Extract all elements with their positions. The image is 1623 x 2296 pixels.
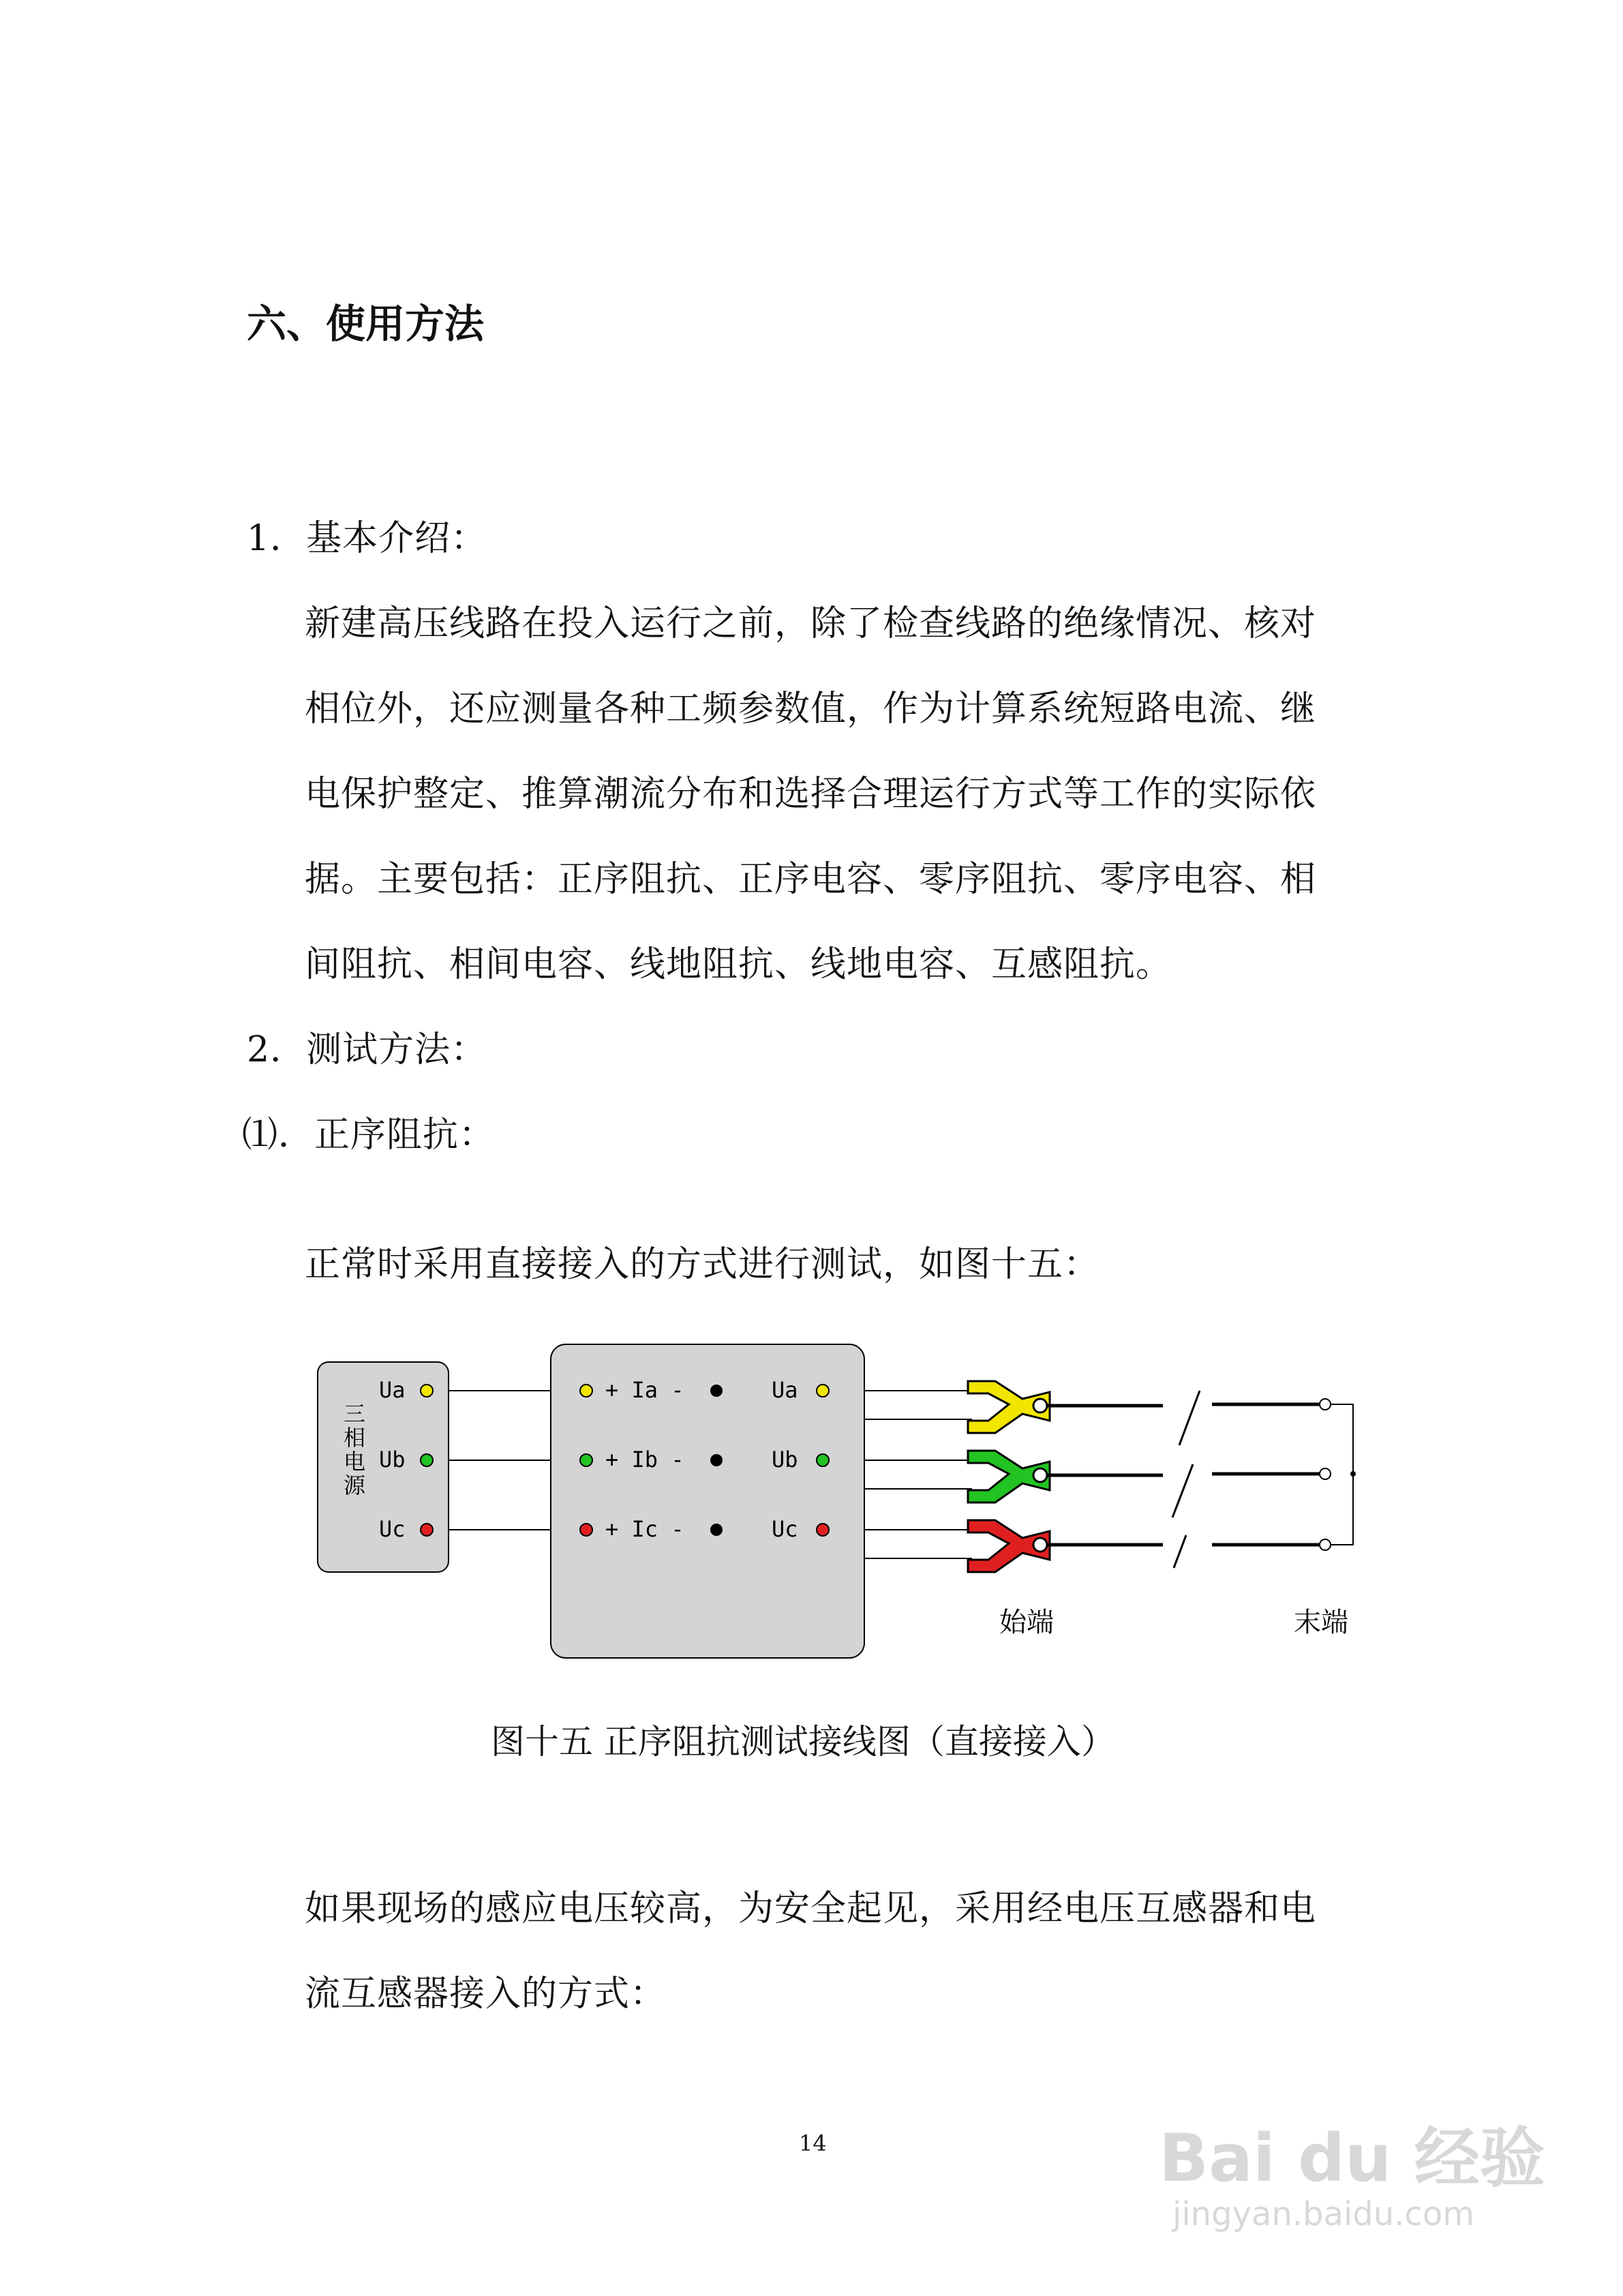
paragraph-line: 如果现场的感应电压较高，为安全起见，采用经电压互感器和电 [305,1888,1317,1929]
terminal-red [580,1524,592,1536]
voltage-port-label: Ua [772,1377,798,1403]
terminal-green [817,1454,829,1466]
paragraph-line: 新建高压线路在投入运行之前，除了检查线路的绝缘情况、核对 [305,603,1317,644]
terminal-black [710,1385,723,1397]
terminal-yellow [421,1385,433,1397]
current-port-label: + Ia - [605,1377,684,1403]
start-label: 始端 [999,1607,1054,1638]
source-label-char: 源 [344,1472,366,1498]
end-terminal [1320,1539,1331,1550]
paragraph-line: 流互感器接入的方式： [305,1974,667,2014]
figure-caption: 图十五 正序阻抗测试接线图（直接接入） [491,1722,1115,1762]
section-2-title: 2．测试方法： [247,1029,487,1070]
terminal-red [421,1524,433,1536]
wiring-diagram [314,1336,1377,1670]
page-number: 14 [799,2130,827,2156]
terminal-red [817,1524,829,1536]
current-port-label: + Ic - [605,1516,684,1542]
paragraph-line: 电保护整定、推算潮流分布和选择合理运行方式等工作的实际依 [305,774,1317,815]
paragraph-line: 相位外，还应测量各种工频参数值，作为计算系统短路电流、继 [305,689,1317,729]
line-break [1172,1391,1200,1568]
terminal-yellow [817,1385,829,1397]
subsection-title: ⑴．正序阻抗： [242,1115,496,1155]
source-label-char: 三 [344,1401,366,1427]
paragraph-line: 间阻抗、相间电容、线地阻抗、线地电容、互感阻抗。 [305,944,1172,985]
terminal-black [710,1524,723,1536]
source-label-char: 相 [344,1425,366,1451]
paragraph-line: 据。主要包括：正序阻抗、正序电容、零序阻抗、零序电容、相 [305,859,1317,900]
terminal-yellow [580,1385,592,1397]
intro-line: 正常时采用直接接入的方式进行测试，如图十五： [305,1244,1100,1285]
source-port-label: Uc [379,1516,406,1542]
voltage-port-label: Ub [772,1447,798,1472]
clamp-yellow [968,1381,1050,1433]
source-label-char: 电 [344,1449,366,1475]
current-port-label: + Ib - [605,1447,684,1472]
clamp-green [968,1451,1050,1502]
watermark-url: jingyan.baidu.com [1172,2195,1474,2233]
watermark-logo: Bai du 经验 [1159,2120,1545,2196]
terminal-green [580,1454,592,1466]
voltage-port-label: Uc [772,1516,798,1542]
terminal-green [421,1454,433,1466]
end-terminal [1320,1468,1331,1479]
junction-dot [1350,1471,1356,1477]
section-heading: 六、使用方法 [247,301,485,347]
source-port-label: Ua [379,1377,406,1403]
clamp-red [968,1520,1050,1572]
source-port-label: Ub [379,1447,406,1472]
line-segments [1047,1404,1320,1545]
end-terminal [1320,1399,1331,1410]
end-label: 末端 [1294,1607,1348,1638]
terminal-black [710,1454,723,1466]
section-1-title: 1．基本介绍： [247,518,487,559]
